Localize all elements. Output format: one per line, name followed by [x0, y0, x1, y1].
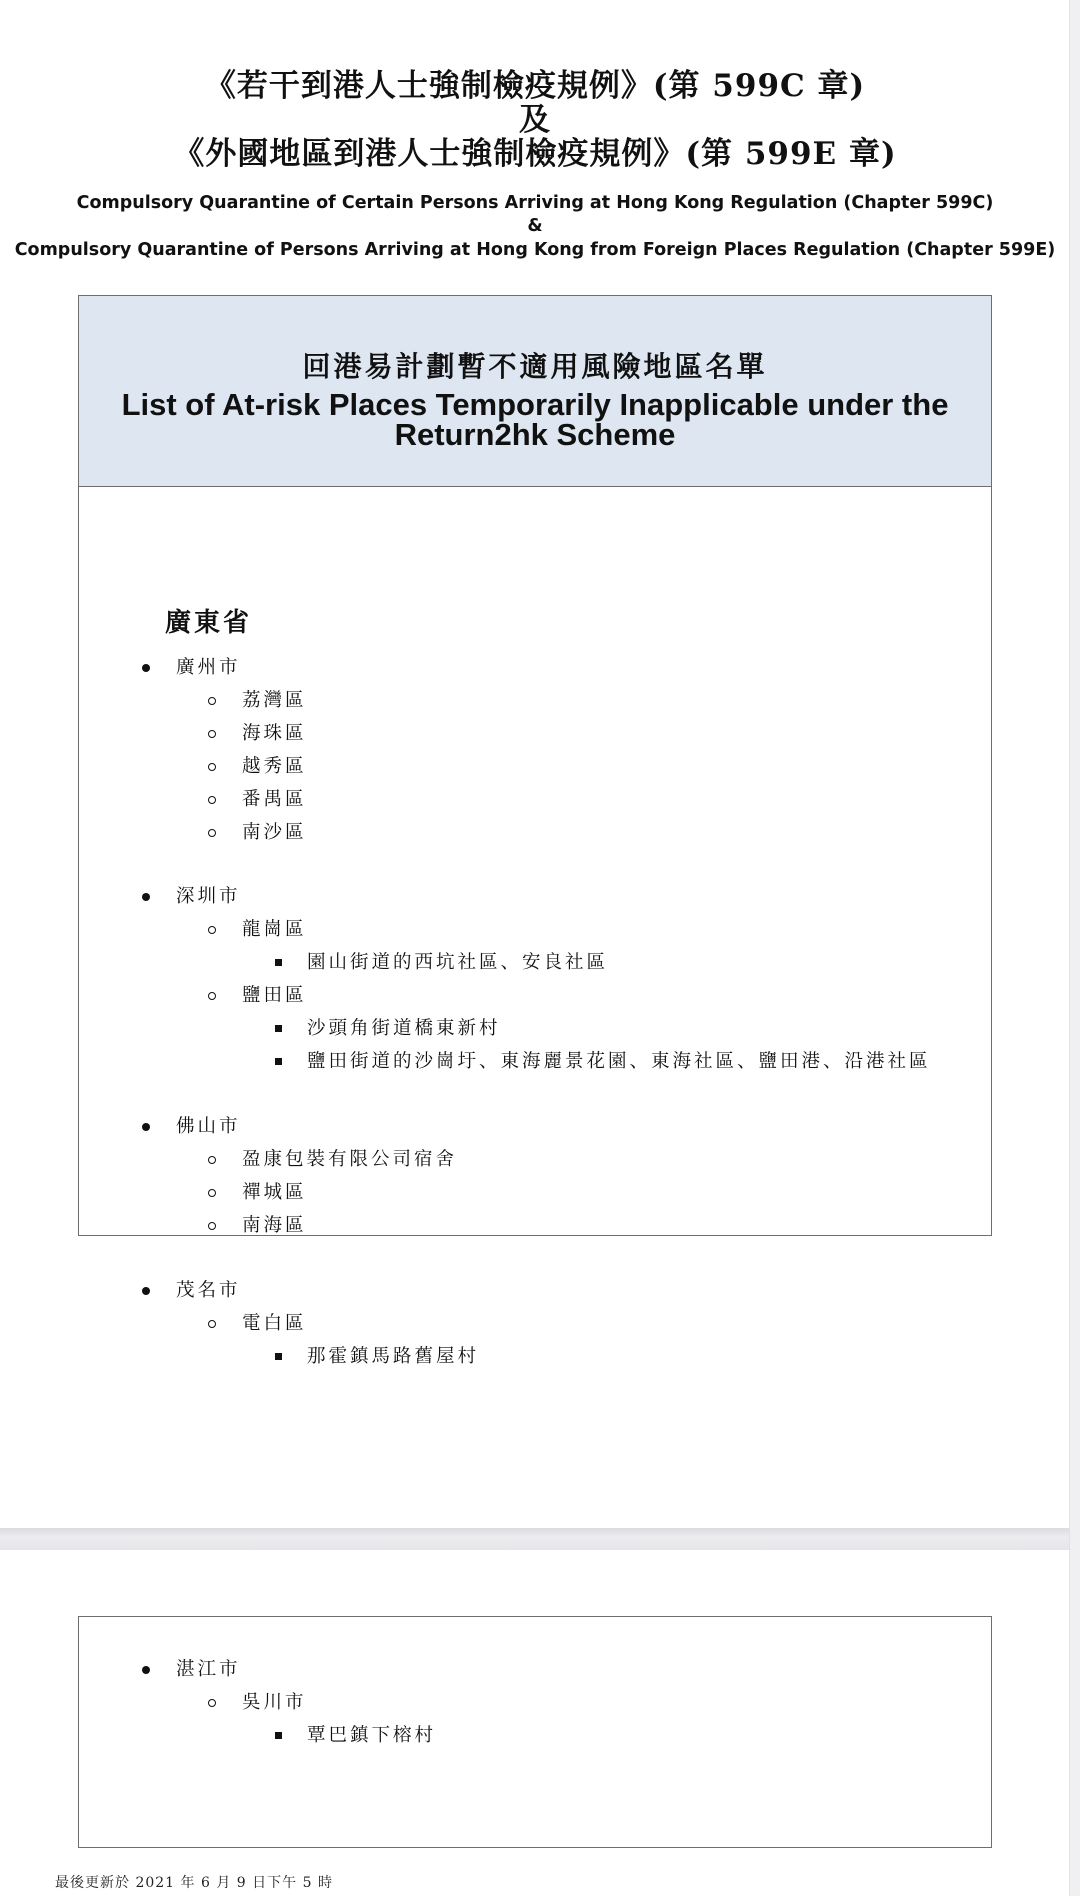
- district-panyu: 番禺區: [242, 789, 307, 810]
- district-liwan: 荔灣區: [242, 690, 307, 711]
- bullet-square-icon: [275, 1732, 282, 1739]
- bullet-square-icon: [275, 959, 282, 966]
- bullet-circle-icon: [208, 1699, 216, 1707]
- page-separator: [0, 1528, 1070, 1550]
- title-zh-599e: 《外國地區到港人士強制檢疫規例》(第 599E 章): [173, 136, 897, 172]
- city-zhanjiang: 湛江市: [176, 1659, 241, 1680]
- bullet-circle-icon: [208, 1156, 216, 1164]
- area-yantian-shatoujiao: 沙頭角街道橋東新村: [307, 1018, 501, 1039]
- bullet-square-icon: [275, 1025, 282, 1032]
- table-header: [79, 296, 991, 487]
- title-en-599e: Compulsory Quarantine of Persons Arriving at Hong Kong from Foreign Places Regulation (Chapter 599E): [14, 240, 1056, 260]
- bullet-circle-icon: [208, 697, 216, 705]
- area-wuchuan-tanba: 覃巴鎮下榕村: [307, 1725, 437, 1746]
- at-risk-places-table-continued: [78, 1616, 992, 1848]
- city-guangzhou: 廣州市: [176, 657, 241, 678]
- bullet-circle-icon: [208, 763, 216, 771]
- bullet-circle-icon: [208, 926, 216, 934]
- district-nanhai: 南海區: [242, 1215, 307, 1236]
- title-en-and: &: [527, 216, 543, 236]
- district-dianbai: 電白區: [242, 1313, 307, 1334]
- bullet-circle-icon: [208, 1222, 216, 1230]
- area-yantian-street: 鹽田街道的沙崗圩、東海麗景花園、東海社區、鹽田港、沿港社區: [307, 1051, 931, 1072]
- bullet-disc-icon: [142, 1666, 150, 1674]
- bullet-circle-icon: [208, 992, 216, 1000]
- title-zh-and: 及: [519, 102, 551, 138]
- header-title-en-line2: Return2hk Scheme: [394, 417, 676, 452]
- city-shenzhen: 深圳市: [176, 886, 241, 907]
- district-chancheng: 禪城區: [242, 1182, 307, 1203]
- bullet-square-icon: [275, 1058, 282, 1065]
- title-en-599c: Compulsory Quarantine of Certain Persons Arriving at Hong Kong Regulation (Chapter 599C): [76, 193, 994, 213]
- bullet-disc-icon: [142, 893, 150, 901]
- bullet-circle-icon: [208, 1320, 216, 1328]
- district-nansha: 南沙區: [242, 822, 307, 843]
- bullet-disc-icon: [142, 664, 150, 672]
- city-maoming: 茂名市: [176, 1280, 241, 1301]
- bullet-circle-icon: [208, 1189, 216, 1197]
- scrollbar-track[interactable]: [1069, 0, 1080, 1896]
- header-title-en-line1: List of At-risk Places Temporarily Inapplicable under the: [121, 387, 949, 422]
- bullet-disc-icon: [142, 1123, 150, 1131]
- bullet-circle-icon: [208, 796, 216, 804]
- district-yuexiu: 越秀區: [242, 756, 307, 777]
- area-dianbai-nahuo: 那霍鎮馬路舊屋村: [307, 1346, 480, 1367]
- header-title-zh: 回港易計劃暫不適用風險地區名單: [302, 350, 768, 383]
- bullet-disc-icon: [142, 1287, 150, 1295]
- district-haizhu: 海珠區: [242, 723, 307, 744]
- city-wuchuan: 吳川市: [242, 1692, 307, 1713]
- header-title-en: [79, 387, 991, 452]
- city-foshan: 佛山市: [176, 1116, 241, 1137]
- bullet-square-icon: [275, 1353, 282, 1360]
- area-longgang-yuanshan: 園山街道的西坑社區、安良社區: [307, 952, 609, 973]
- title-zh-599c: 《若干到港人士強制檢疫規例》(第 599C 章): [204, 68, 866, 104]
- bullet-circle-icon: [208, 730, 216, 738]
- district-longgang: 龍崗區: [242, 919, 307, 940]
- bullet-circle-icon: [208, 829, 216, 837]
- place-yingkang-dormitory: 盈康包裝有限公司宿舍: [242, 1149, 458, 1170]
- province-heading: 廣東省: [165, 608, 253, 638]
- last-updated-note: 最後更新於 2021 年 6 月 9 日下午 5 時: [55, 1875, 333, 1891]
- district-yantian: 鹽田區: [242, 985, 307, 1006]
